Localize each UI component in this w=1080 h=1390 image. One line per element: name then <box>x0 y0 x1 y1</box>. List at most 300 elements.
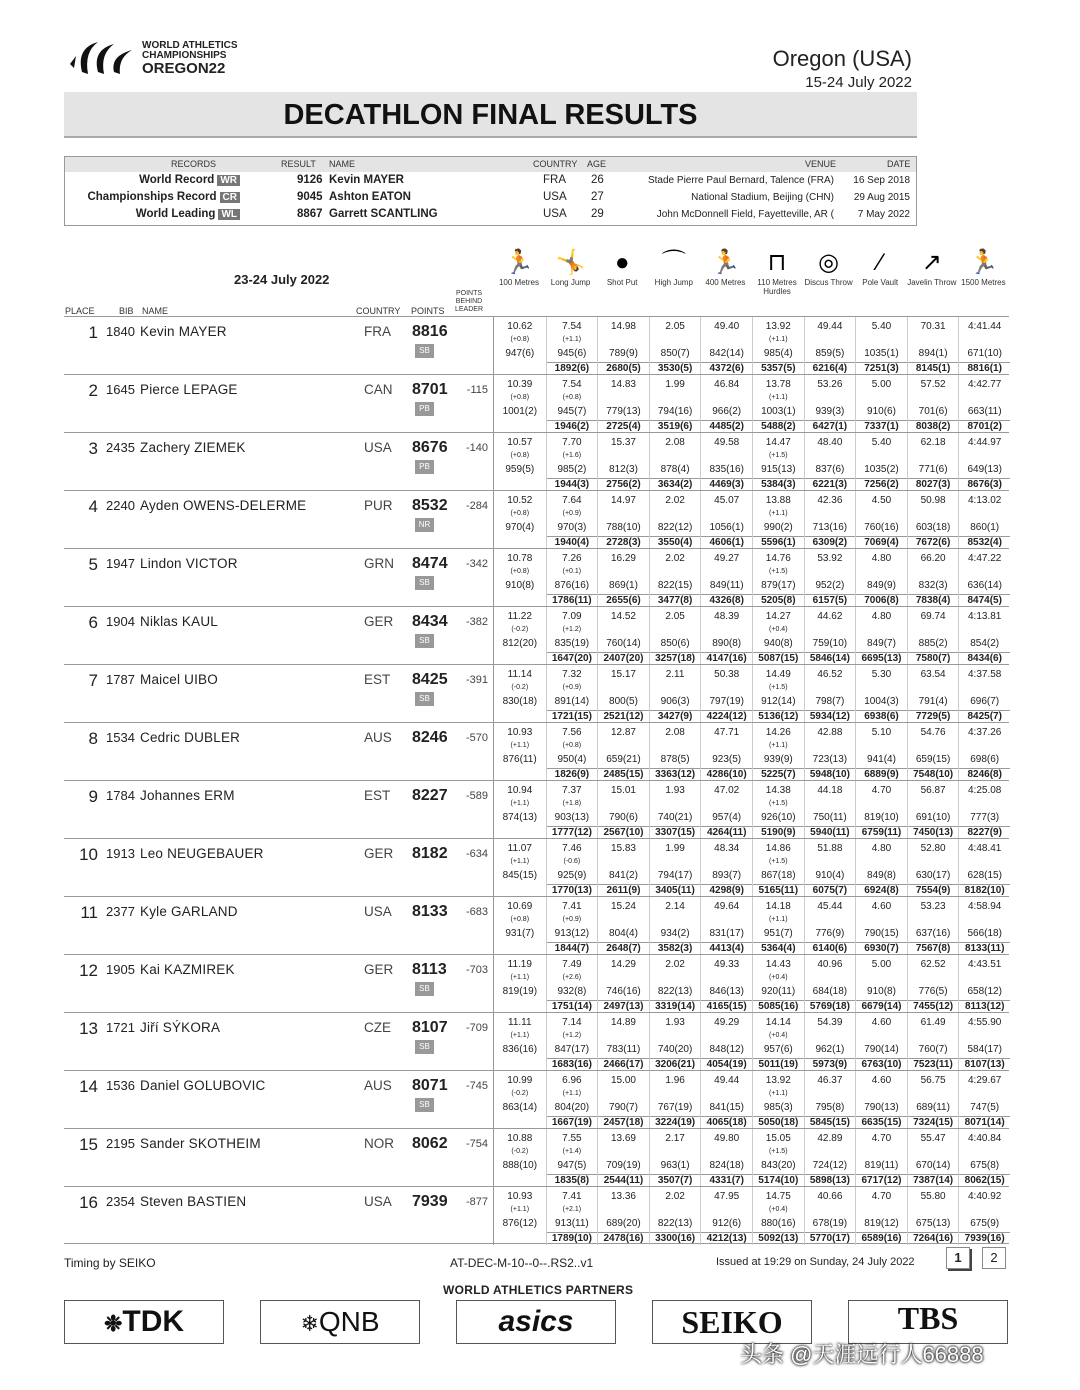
cumulative-points: 5225(7) <box>753 768 804 780</box>
event-cell <box>907 1071 959 1129</box>
event-points: 723(13) <box>812 754 848 765</box>
event-wind: (+0.8) <box>562 742 582 749</box>
event-performance: 10.39 <box>507 379 533 390</box>
event-header <box>646 248 702 287</box>
cumulative-points: 5596(1) <box>753 536 804 548</box>
event-cell <box>597 723 649 781</box>
cumulative-points: 2756(2) <box>598 478 649 490</box>
event-performance: 49.27 <box>714 553 740 564</box>
athlete-row <box>64 432 1009 490</box>
event-cell <box>494 1187 546 1245</box>
cumulative-points: 4372(6) <box>701 362 752 374</box>
event-performance: 4.80 <box>871 553 892 564</box>
event-performance: 13.69 <box>610 1133 636 1144</box>
cumulative-points: 3363(12) <box>650 768 701 780</box>
event-performance: 2.08 <box>665 437 685 448</box>
cumulative-points: 7006(8) <box>856 594 907 606</box>
cumulative-points: 7567(8) <box>908 942 959 954</box>
sprint-icon: 🏃 <box>504 249 534 276</box>
event-performance: 13.92 <box>765 1075 791 1086</box>
event-wind: (-0.2) <box>511 1090 529 1097</box>
event-cell <box>597 491 649 549</box>
points-behind-leader: -709 <box>465 1022 488 1034</box>
points-behind-leader: -382 <box>465 616 488 628</box>
event-wind: (+0.9) <box>562 684 582 691</box>
event-cell <box>700 781 752 839</box>
event-points: 603(18) <box>915 522 951 533</box>
event-points: 822(13) <box>657 986 693 997</box>
cumulative-points: 5092(13) <box>753 1232 804 1244</box>
event-points: 837(6) <box>815 464 845 475</box>
event-wind: (+1.1) <box>769 742 788 749</box>
event-cell <box>597 317 649 375</box>
event-results <box>493 549 1009 607</box>
page-2-button[interactable]: 2 <box>982 1247 1006 1269</box>
athlete-points: 8113 <box>412 961 447 978</box>
event-wind: (+2.6) <box>562 974 582 981</box>
cumulative-points: 7523(11) <box>908 1058 959 1070</box>
cumulative-points: 3319(14) <box>650 1000 701 1012</box>
col-bib: BIB <box>119 306 134 316</box>
event-cell <box>649 955 701 1013</box>
event-performance: 14.76 <box>765 553 791 564</box>
document-code: AT-DEC-M-10--0--.RS2..v1 <box>450 1256 594 1270</box>
cumulative-points: 3550(4) <box>650 536 701 548</box>
event-performance: 14.29 <box>610 959 636 970</box>
event-cell <box>907 781 959 839</box>
cumulative-points: 3427(9) <box>650 710 701 722</box>
hurdles-icon: ⊓ <box>767 249 787 276</box>
partner-tdk: ❉TDK <box>64 1300 224 1344</box>
event-points: 1001(2) <box>502 406 538 417</box>
athlete-bib: 1913 <box>106 846 135 861</box>
event-performance: 13.78 <box>765 379 791 390</box>
record-result: 9126 <box>297 174 323 186</box>
event-cell <box>700 433 752 491</box>
cumulative-points: 4469(3) <box>701 478 752 490</box>
athlete-points: 8532 <box>412 497 448 514</box>
event-points: 860(1) <box>970 522 1000 533</box>
records-table <box>64 156 917 226</box>
event-performance: 4:37.26 <box>968 727 1002 738</box>
cumulative-points: 8474(5) <box>959 594 1010 606</box>
athlete-place: 14 <box>79 1077 98 1096</box>
athlete-bib: 1905 <box>106 962 135 977</box>
event-header <box>852 248 908 287</box>
event-points: 963(1) <box>660 1160 690 1171</box>
event-cell <box>958 897 1010 955</box>
event-performance: 7.46 <box>562 843 582 854</box>
cumulative-points: 6221(3) <box>805 478 856 490</box>
event-performance: 2.05 <box>665 321 685 332</box>
athlete-points: 8701 <box>412 381 448 398</box>
cumulative-points: 8182(10) <box>959 884 1010 896</box>
event-points: 689(11) <box>916 1102 950 1113</box>
event-performance: 2.14 <box>665 901 685 912</box>
cumulative-points: 5770(17) <box>805 1232 856 1244</box>
event-performance: 14.26 <box>765 727 791 738</box>
athlete-row <box>64 838 1009 896</box>
event-performance: 69.74 <box>920 611 946 622</box>
event-points: 831(17) <box>709 928 744 939</box>
event-cell <box>804 839 856 897</box>
athlete-badge: PB <box>415 460 434 474</box>
event-points: 684(18) <box>812 986 848 997</box>
record-tag: WR <box>217 175 240 186</box>
event-cell <box>700 665 752 723</box>
athlete-country: AUS <box>364 730 392 745</box>
cumulative-points: 3300(16) <box>650 1232 701 1244</box>
event-performance: 55.47 <box>920 1133 946 1144</box>
event-performance: 15.83 <box>610 843 636 854</box>
cumulative-points: 5846(14) <box>805 652 856 664</box>
event-cell <box>958 723 1010 781</box>
event-cell <box>700 723 752 781</box>
event-points: 849(11) <box>709 580 744 591</box>
event-performance: 70.31 <box>920 321 946 332</box>
event-performance: 14.43 <box>765 959 791 970</box>
athlete-badge: SB <box>415 982 434 996</box>
event-performance: 51.88 <box>817 843 843 854</box>
athlete-country: FRA <box>364 324 391 339</box>
event-performance: 66.20 <box>920 553 946 564</box>
event-wind: (+1.5) <box>769 1148 788 1155</box>
event-performance: 49.64 <box>714 901 740 912</box>
event-cell <box>546 491 598 549</box>
cumulative-points: 2680(5) <box>598 362 649 374</box>
event-cell <box>597 781 649 839</box>
athlete-points: 8425 <box>412 671 448 688</box>
event-wind: (+0.1) <box>562 568 582 575</box>
event-results <box>493 1129 1009 1187</box>
event-wind: (+1.4) <box>562 1148 582 1155</box>
event-performance: 1.96 <box>665 1075 685 1086</box>
event-cell <box>958 1071 1010 1129</box>
athlete-row <box>64 1186 1009 1244</box>
points-behind-leader: -391 <box>465 674 488 686</box>
event-points: 859(5) <box>815 348 845 359</box>
athlete-badge: NR <box>415 518 434 532</box>
event-points: 760(16) <box>864 522 899 533</box>
event-wind: (+1.5) <box>769 684 788 691</box>
event-wind: (+0.9) <box>562 510 582 517</box>
page-header <box>0 0 1080 92</box>
athlete-place: 9 <box>88 787 98 806</box>
event-performance: 47.95 <box>714 1191 740 1202</box>
event-points: 747(5) <box>970 1102 1000 1113</box>
records-col-name: NAME <box>329 159 356 169</box>
event-points: 849(9) <box>867 580 896 591</box>
event-cell <box>597 839 649 897</box>
athlete-place: 8 <box>88 729 98 748</box>
event-performance: 62.52 <box>920 959 946 970</box>
event-cell <box>700 955 752 1013</box>
event-points: 566(18) <box>967 928 1002 939</box>
event-cell <box>907 491 959 549</box>
event-performance: 4:13.02 <box>968 495 1002 506</box>
event-points: 776(5) <box>918 986 948 997</box>
athlete-points: 8182 <box>412 845 448 862</box>
event-performance: 14.49 <box>765 669 791 680</box>
event-points: 941(4) <box>867 754 896 765</box>
event-cell <box>907 433 959 491</box>
record-label: Championships Record <box>87 191 217 203</box>
event-performance: 4:13.81 <box>968 611 1002 622</box>
event-wind: (-0.6) <box>563 858 581 865</box>
records-col-country: COUNTRY <box>533 159 578 169</box>
event-results <box>493 433 1009 491</box>
cumulative-points: 2457(18) <box>598 1116 649 1128</box>
cumulative-points: 3405(11) <box>650 884 701 896</box>
event-wind: (+1.1) <box>510 742 530 749</box>
event-cell <box>958 491 1010 549</box>
event-cell <box>958 1187 1010 1245</box>
event-cell <box>855 375 907 433</box>
event-performance: 5.00 <box>871 379 892 390</box>
athlete-bib: 1536 <box>106 1078 135 1093</box>
event-cell <box>855 317 907 375</box>
event-points: 675(9) <box>970 1218 1000 1229</box>
record-result: 9045 <box>297 191 323 203</box>
records-col-venue: VENUE <box>805 159 837 169</box>
cumulative-points: 6589(16) <box>856 1232 907 1244</box>
event-points: 912(14) <box>761 696 796 707</box>
cumulative-points: 7324(15) <box>908 1116 959 1128</box>
record-holder: Ashton EATON <box>329 191 411 203</box>
athlete-badge: PB <box>415 402 434 416</box>
event-points: 912(6) <box>712 1218 742 1229</box>
event-performance: 7.32 <box>562 669 582 680</box>
event-cell <box>804 781 856 839</box>
cumulative-points: 5357(5) <box>753 362 804 374</box>
event-performance: 5.10 <box>871 727 892 738</box>
cumulative-points: 4147(16) <box>701 652 752 664</box>
event-points: 990(2) <box>763 522 793 533</box>
event-performance: 4:42.77 <box>968 379 1002 390</box>
event-cell <box>804 1013 856 1071</box>
partner-tbs: TBS <box>848 1300 1008 1344</box>
logo-line-2: CHAMPIONSHIPS <box>142 49 227 61</box>
event-wind: (+1.5) <box>769 568 788 575</box>
cumulative-points: 7939(16) <box>959 1232 1010 1244</box>
event-performance: 61.49 <box>920 1017 946 1028</box>
cumulative-points: 3507(7) <box>650 1174 701 1186</box>
event-cell <box>907 839 959 897</box>
records-header <box>65 157 916 172</box>
championships-logo <box>68 38 238 78</box>
athlete-country: EST <box>364 672 391 687</box>
event-performance: 2.17 <box>665 1133 685 1144</box>
cumulative-points: 7069(4) <box>856 536 907 548</box>
athlete-bib: 1534 <box>106 730 135 745</box>
event-points: 698(6) <box>970 754 1000 765</box>
event-cell <box>958 781 1010 839</box>
event-points: 819(11) <box>864 1160 899 1171</box>
event-wind: (+1.8) <box>562 800 582 807</box>
event-points: 843(20) <box>761 1160 796 1171</box>
event-performance: 7.49 <box>562 959 582 970</box>
event-points: 854(2) <box>970 638 1000 649</box>
event-performance: 7.54 <box>562 321 582 332</box>
event-results <box>493 1187 1009 1245</box>
cumulative-points: 2407(20) <box>598 652 649 664</box>
event-points: 951(7) <box>763 928 793 939</box>
event-points: 724(12) <box>812 1160 848 1171</box>
cumulative-points: 3477(8) <box>650 594 701 606</box>
athlete-name: Lindon VICTOR <box>140 556 238 571</box>
event-points: 779(13) <box>606 406 641 417</box>
event-points: 913(12) <box>554 928 590 939</box>
athlete-points: 8062 <box>412 1135 448 1152</box>
athlete-points: 8133 <box>412 903 448 920</box>
event-cell <box>597 433 649 491</box>
event-performance: 56.87 <box>920 785 946 796</box>
event-points: 790(6) <box>609 812 638 823</box>
logo-line-1: WORLD ATHLETICS <box>142 39 238 51</box>
cumulative-points: 3519(6) <box>650 420 701 432</box>
event-cell <box>907 1129 959 1187</box>
cumulative-points: 8038(2) <box>908 420 959 432</box>
athlete-place: 1 <box>88 323 98 342</box>
cumulative-points: 8701(2) <box>959 420 1010 432</box>
event-wind: (+1.1) <box>769 336 788 343</box>
cumulative-points: 3224(19) <box>650 1116 701 1128</box>
event-performance: 53.26 <box>817 379 843 390</box>
event-points: 849(8) <box>867 870 896 881</box>
event-performance: 15.05 <box>765 1133 791 1144</box>
event-wind: (-0.2) <box>511 1148 529 1155</box>
cumulative-points: 7337(1) <box>856 420 907 432</box>
event-points: 835(19) <box>554 638 590 649</box>
cumulative-points: 6427(1) <box>805 420 856 432</box>
event-cell <box>958 839 1010 897</box>
athlete-name: Jiří SÝKORA <box>140 1020 221 1035</box>
athlete-country: GER <box>364 614 394 629</box>
cumulative-points: 6930(7) <box>856 942 907 954</box>
event-performance: 62.18 <box>920 437 946 448</box>
event-performance: 10.69 <box>507 901 533 912</box>
event-performance: 10.78 <box>507 553 533 564</box>
event-points: 888(10) <box>502 1160 538 1171</box>
athlete-badge: SB <box>415 1040 434 1054</box>
event-wind: (+1.5) <box>769 858 788 865</box>
athlete-place: 10 <box>79 845 98 864</box>
cumulative-points: 2485(15) <box>598 768 649 780</box>
event-cell <box>546 781 598 839</box>
event-cell <box>597 1129 649 1187</box>
event-points: 671(10) <box>967 348 1002 359</box>
event-results <box>493 1013 1009 1071</box>
event-performance: 12.87 <box>610 727 636 738</box>
points-behind-leader: -634 <box>465 848 488 860</box>
event-cell <box>546 549 598 607</box>
event-wind: (+0.8) <box>510 336 530 343</box>
event-performance: 14.38 <box>765 785 791 796</box>
event-wind: (+1.1) <box>769 394 788 401</box>
event-cell <box>907 317 959 375</box>
athlete-badge: SB <box>415 692 434 706</box>
event-cell <box>494 491 546 549</box>
event-points: 947(5) <box>557 1160 587 1171</box>
cumulative-points: 5205(8) <box>753 594 804 606</box>
athlete-row <box>64 374 1009 432</box>
cumulative-points: 1826(9) <box>547 768 598 780</box>
event-points: 750(11) <box>813 812 847 823</box>
points-behind-leader: -140 <box>465 442 488 454</box>
event-wind: (+0.9) <box>562 916 582 923</box>
cumulative-points: 3530(5) <box>650 362 701 374</box>
event-wind: (+1.5) <box>769 800 788 807</box>
cumulative-points: 8133(11) <box>959 942 1010 954</box>
cumulative-points: 1892(6) <box>547 362 598 374</box>
athlete-place: 11 <box>80 903 98 922</box>
event-performance: 47.02 <box>714 785 740 796</box>
athlete-bib: 1787 <box>106 672 135 687</box>
athlete-bib: 1904 <box>106 614 135 629</box>
event-cell <box>546 317 598 375</box>
event-performance: 56.75 <box>920 1075 946 1086</box>
event-points: 985(3) <box>763 1102 793 1113</box>
event-cell <box>546 1187 598 1245</box>
cumulative-points: 2655(6) <box>598 594 649 606</box>
cumulative-points: 6695(13) <box>856 652 907 664</box>
event-performance: 10.62 <box>507 321 533 332</box>
event-cell <box>752 955 804 1013</box>
javelin-icon: ↗ <box>921 249 942 276</box>
event-performance: 42.89 <box>817 1133 843 1144</box>
page-1-button[interactable]: 1 <box>946 1247 970 1269</box>
event-points: 790(14) <box>864 1044 899 1055</box>
event-points: 913(11) <box>555 1218 589 1229</box>
high-jump-icon: ⌒ <box>661 249 686 276</box>
cumulative-points: 5364(4) <box>753 942 804 954</box>
event-performance: 4.70 <box>871 785 892 796</box>
event-cell <box>804 607 856 665</box>
event-points: 812(20) <box>502 638 538 649</box>
event-points: 819(19) <box>502 986 538 997</box>
event-performance: 44.18 <box>817 785 843 796</box>
event-points: 836(16) <box>502 1044 538 1055</box>
event-points: 790(15) <box>864 928 899 939</box>
event-cell <box>597 665 649 723</box>
event-performance: 7.09 <box>562 611 582 622</box>
event-performance: 45.07 <box>714 495 740 506</box>
records-col-result: RESULT <box>281 159 316 169</box>
event-cell <box>649 375 701 433</box>
event-wind: (+0.8) <box>510 568 530 575</box>
venue-info <box>773 46 912 91</box>
event-performance: 14.47 <box>765 437 791 448</box>
event-cell <box>546 433 598 491</box>
event-cell <box>649 607 701 665</box>
event-wind: (+1.5) <box>769 452 788 459</box>
event-cell <box>597 549 649 607</box>
cumulative-points: 5973(9) <box>805 1058 856 1070</box>
cumulative-points: 7251(3) <box>856 362 907 374</box>
athlete-country: NOR <box>364 1136 394 1151</box>
logo-swoosh-icon <box>68 38 136 78</box>
event-cell <box>855 491 907 549</box>
event-points: 947(6) <box>505 348 535 359</box>
event-performance: 15.37 <box>610 437 636 448</box>
cumulative-points: 1770(13) <box>547 884 598 896</box>
event-cell <box>752 781 804 839</box>
event-cell <box>700 839 752 897</box>
event-cell <box>700 317 752 375</box>
event-performance: 7.54 <box>562 379 582 390</box>
event-cell <box>649 317 701 375</box>
event-points: 659(21) <box>606 754 641 765</box>
